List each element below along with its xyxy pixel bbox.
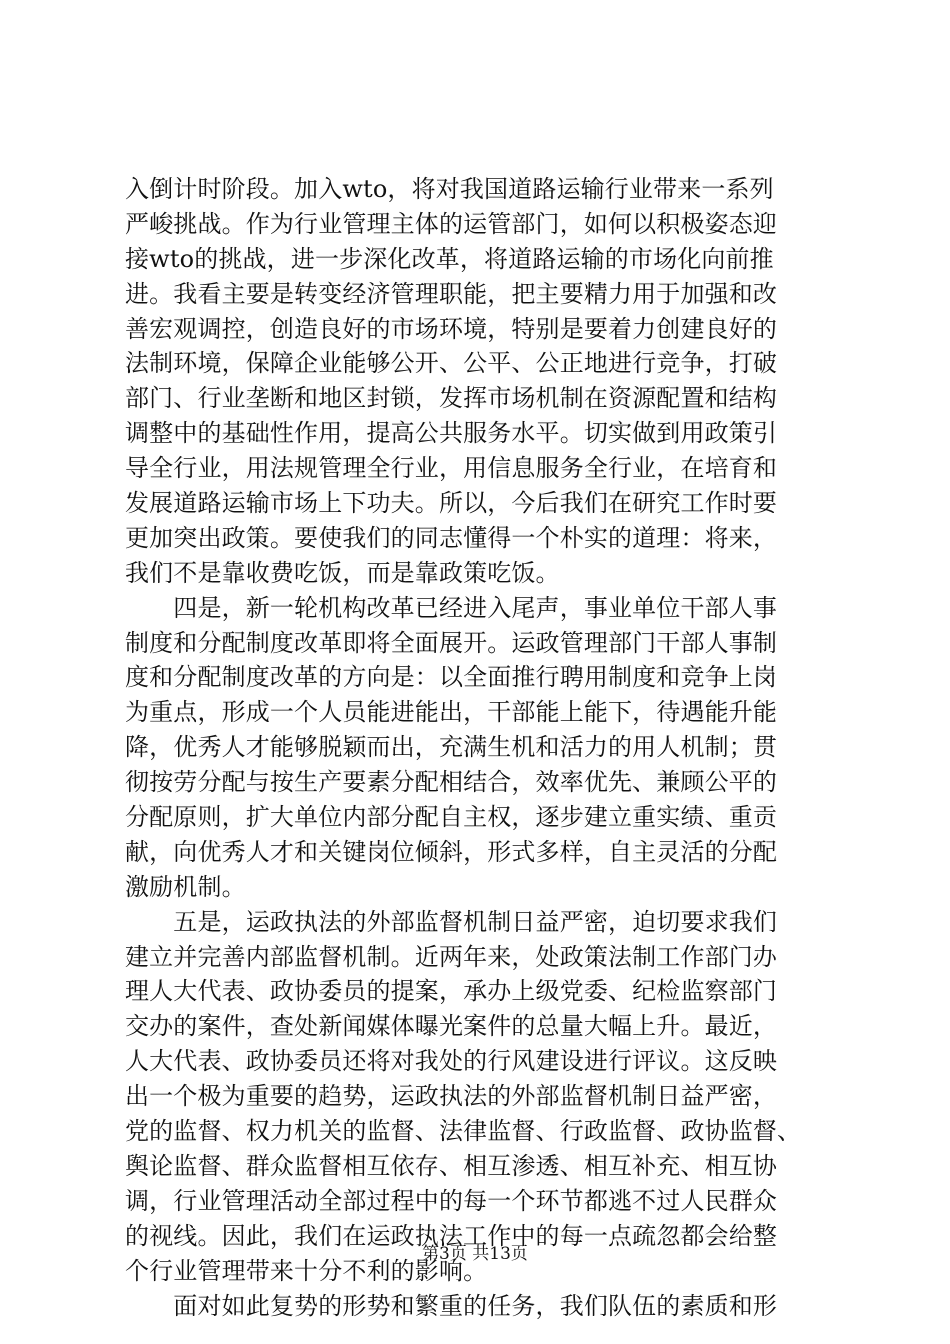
text-line: 善宏观调控，创造良好的市场环境，特别是要着力创建良好的 (125, 314, 778, 343)
text-line: 更加突出政策。要使我们的同志懂得一个朴实的道理：将来， (125, 523, 778, 552)
text-line: 部门、行业垄断和地区封锁，发挥市场机制在资源配置和结构 (125, 384, 778, 413)
text-line: 入倒计时阶段。加入wto，将对我国道路运输行业带来一系列 (125, 175, 774, 203)
text-line: 分配原则，扩大单位内部分配自主权，逐步建立重实绩、重贡 (125, 803, 778, 832)
text-line: 四是，新一轮机构改革已经进入尾声，事业单位干部人事 (125, 593, 778, 622)
text-line: 进。我看主要是转变经济管理职能，把主要精力用于加强和改 (125, 279, 778, 308)
text-line: 个行业管理带来十分不利的影响。 (125, 1256, 488, 1285)
text-line: 理人大代表、政协委员的提案，承办上级党委、纪检监察部门 (125, 977, 778, 1006)
text-line: 法制环境，保障企业能够公开、公平、公正地进行竞争，打破 (125, 349, 778, 378)
text-line: 激励机制。 (125, 872, 246, 901)
text-line: 交办的案件，查处新闻媒体曝光案件的总量大幅上升。最近， (125, 1012, 778, 1041)
text-line: 接wto的挑战，进一步深化改革，将道路运输的市场化向前推 (125, 244, 774, 273)
text-line: 制度和分配制度改革即将全面展开。运政管理部门干部人事制 (125, 628, 778, 657)
text-line: 导全行业，用法规管理全行业，用信息服务全行业，在培育和 (125, 454, 778, 483)
text-line: 党的监督、权力机关的监督、法律监督、行政监督、政协监督、 (125, 1117, 802, 1146)
text-line: 建立并完善内部监督机制。近两年来，处政策法制工作部门办 (125, 942, 778, 971)
text-line: 彻按劳分配与按生产要素分配相结合，效率优先、兼顾公平的 (125, 768, 778, 797)
text-line: 的视线。因此，我们在运政执法工作中的每一点疏忽都会给整 (125, 1221, 778, 1250)
text-line: 舆论监督、群众监督相互依存、相互渗透、相互补充、相互协 (125, 1151, 778, 1180)
text-line: 人大代表、政协委员还将对我处的行风建设进行评议。这反映 (125, 1047, 778, 1076)
text-line: 发展道路运输市场上下功夫。所以，今后我们在研究工作时要 (125, 489, 778, 518)
text-line: 降，优秀人才能够脱颖而出，充满生机和活力的用人机制；贯 (125, 733, 778, 762)
text-line: 我们不是靠收费吃饭，而是靠政策吃饭。 (125, 558, 560, 587)
text-line: 献，向优秀人才和关键岗位倾斜，形式多样，自主灵活的分配 (125, 837, 778, 866)
text-line: 度和分配制度改革的方向是：以全面推行聘用制度和竞争上岗 (125, 663, 778, 692)
page-footer: 第3页 共13页 (422, 1244, 528, 1264)
text-line: 出一个极为重要的趋势，运政执法的外部监督机制日益严密， (125, 1082, 778, 1111)
text-line: 面对如此复势的形势和繁重的任务，我们队伍的素质和形 (125, 1291, 778, 1320)
document-body (125, 172, 837, 1323)
text-line: 为重点，形成一个人员能进能出，干部能上能下，待遇能升能 (125, 698, 778, 727)
text-line: 严峻挑战。作为行业管理主体的运管部门，如何以积极姿态迎 (125, 209, 778, 238)
text-line: 五是，运政执法的外部监督机制日益严密，迫切要求我们 (125, 907, 778, 936)
text-line: 调，行业管理活动全部过程中的每一个环节都逃不过人民群众 (125, 1186, 778, 1215)
text-line: 调整中的基础性作用，提高公共服务水平。切实做到用政策引 (125, 419, 778, 448)
